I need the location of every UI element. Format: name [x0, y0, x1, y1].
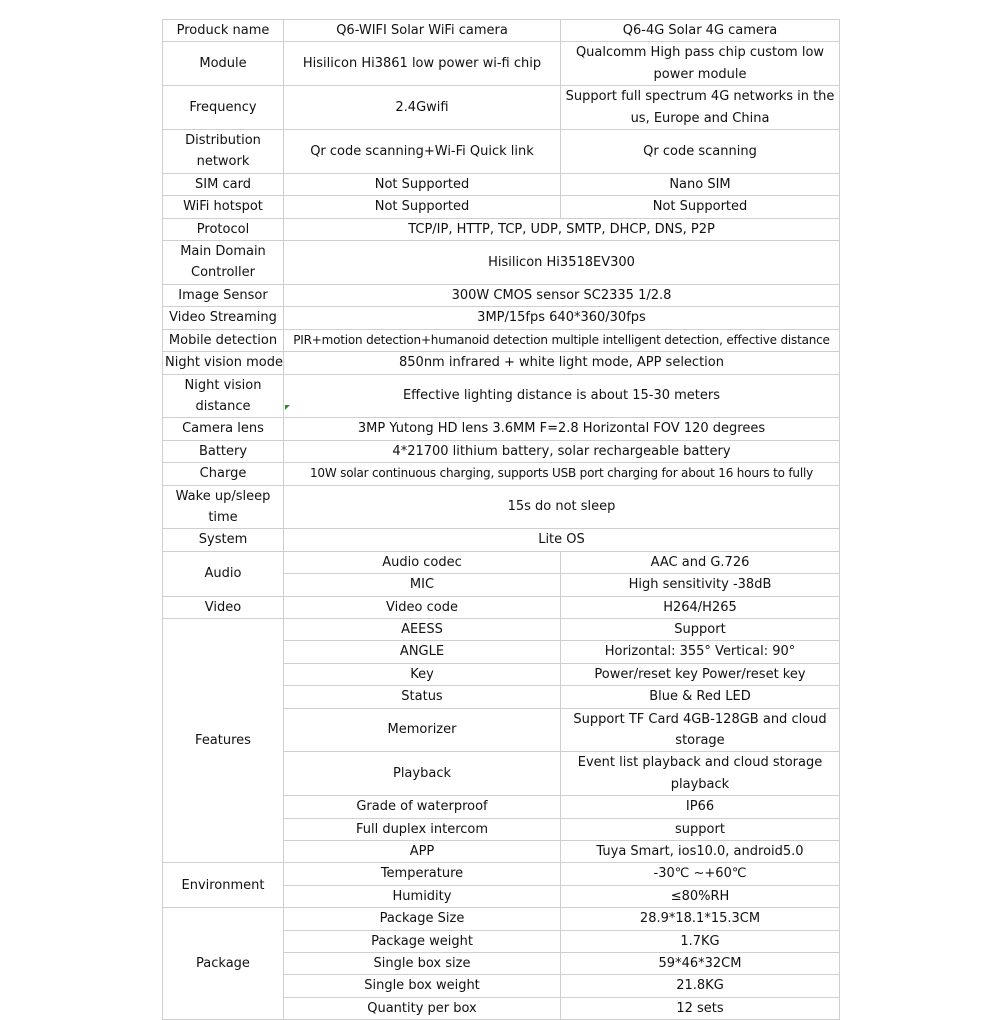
table-row [163, 418, 840, 440]
cell-key: APP [284, 841, 561, 863]
cell-value: 1.7KG [561, 930, 840, 952]
table-row [163, 42, 840, 86]
table-row [163, 20, 840, 42]
cell-key: Single box weight [284, 975, 561, 997]
table-row [163, 529, 840, 551]
cell-value: 300W CMOS sensor SC2335 1/2.8 [284, 284, 840, 306]
group-label: Audio [163, 551, 284, 596]
cell-key: Playback [284, 752, 561, 796]
row-label: Main Domain Controller [163, 241, 284, 285]
cell-value: TCP/IP, HTTP, TCP, UDP, SMTP, DHCP, DNS, P2P [284, 218, 840, 240]
cell-key: Memorizer [284, 708, 561, 752]
cell-value: Lite OS [284, 529, 840, 551]
cell-value: support [561, 818, 840, 840]
table-row [163, 596, 840, 618]
cell-key: Package Size [284, 908, 561, 930]
group-label: Video [163, 596, 284, 618]
cell-key: Package weight [284, 930, 561, 952]
cell-value: Effective lighting distance is about 15-30 meters [284, 374, 840, 418]
cell-value: IP66 [561, 796, 840, 818]
row-label: Wake up/sleep time [163, 485, 284, 529]
table-row [163, 485, 840, 529]
cell-value: 12 sets [561, 997, 840, 1019]
cell-value: Qualcomm High pass chip custom low power module [561, 42, 840, 86]
group-label: Environment [163, 863, 284, 908]
row-label: Produck name [163, 20, 284, 42]
table-row [163, 618, 840, 640]
cell-value: Horizontal: 355° Vertical: 90° [561, 641, 840, 663]
row-label: Video Streaming [163, 307, 284, 329]
table-row [163, 908, 840, 930]
cell-value: Qr code scanning+Wi-Fi Quick link [284, 130, 561, 174]
spec-table [162, 19, 840, 1020]
cell-value: Not Supported [284, 196, 561, 218]
row-label: Module [163, 42, 284, 86]
cell-value: -30℃ ~+60℃ [561, 863, 840, 885]
cell-value: Not Supported [561, 196, 840, 218]
cell-value: 850nm infrared + white light mode, APP selection [284, 352, 840, 374]
table-row [163, 352, 840, 374]
table-row [163, 307, 840, 329]
cell-value: 3MP Yutong HD lens 3.6MM F=2.8 Horizontal FOV 120 degrees [284, 418, 840, 440]
cell-key: AEESS [284, 618, 561, 640]
cell-value: PIR+motion detection+humanoid detection multiple intelligent detection, effective distance [284, 329, 840, 351]
table-row [163, 463, 840, 485]
row-label: Frequency [163, 86, 284, 130]
table-row [163, 86, 840, 130]
cell-value: ≤80%RH [561, 885, 840, 907]
cell-key: Full duplex intercom [284, 818, 561, 840]
cell-value: H264/H265 [561, 596, 840, 618]
table-row [163, 218, 840, 240]
cell-value: AAC and G.726 [561, 551, 840, 573]
cell-value: 15s do not sleep [284, 485, 840, 529]
table-row [163, 863, 840, 885]
cell-value: Qr code scanning [561, 130, 840, 174]
table-row [163, 440, 840, 462]
cell-comment-marker [285, 405, 290, 410]
cell-value: 28.9*18.1*15.3CM [561, 908, 840, 930]
row-label: Night vision distance [163, 374, 284, 418]
table-row [163, 329, 840, 351]
table-row [163, 374, 840, 418]
cell-key: Audio codec [284, 551, 561, 573]
cell-value: Support TF Card 4GB-128GB and cloud storage [561, 708, 840, 752]
cell-key: Video code [284, 596, 561, 618]
table-row [163, 551, 840, 573]
row-label: SIM card [163, 173, 284, 195]
cell-key: MIC [284, 574, 561, 596]
cell-value: 4*21700 lithium battery, solar rechargeable battery [284, 440, 840, 462]
group-label: Features [163, 618, 284, 862]
cell-key: Key [284, 663, 561, 685]
cell-value: 3MP/15fps 640*360/30fps [284, 307, 840, 329]
cell-value: High sensitivity -38dB [561, 574, 840, 596]
cell-key: Temperature [284, 863, 561, 885]
cell-value: Tuya Smart, ios10.0, android5.0 [561, 841, 840, 863]
cell-value: Support full spectrum 4G networks in the us, Europe and China [561, 86, 840, 130]
cell-value: Nano SIM [561, 173, 840, 195]
4g-model-name: Q6-4G Solar 4G camera [561, 20, 840, 42]
cell-value: 2.4Gwifi [284, 86, 561, 130]
row-label: Mobile detection [163, 329, 284, 351]
row-label: WiFi hotspot [163, 196, 284, 218]
cell-value: 10W solar continuous charging, supports USB port charging for about 16 hours to fully [284, 463, 840, 485]
cell-value: Event list playback and cloud storage playback [561, 752, 840, 796]
table-row [163, 173, 840, 195]
row-label: Distribution network [163, 130, 284, 174]
cell-value: Hisilicon Hi3861 low power wi-fi chip [284, 42, 561, 86]
cell-key: Humidity [284, 885, 561, 907]
cell-value: Not Supported [284, 173, 561, 195]
group-label: Package [163, 908, 284, 1020]
row-label: Battery [163, 440, 284, 462]
table-row [163, 284, 840, 306]
cell-value: 21.8KG [561, 975, 840, 997]
cell-key: ANGLE [284, 641, 561, 663]
row-label: Charge [163, 463, 284, 485]
wifi-model-name: Q6-WIFI Solar WiFi camera [284, 20, 561, 42]
row-label: Night vision mode [163, 352, 284, 374]
row-label: Camera lens [163, 418, 284, 440]
cell-value: Power/reset key Power/reset key [561, 663, 840, 685]
cell-key: Single box size [284, 953, 561, 975]
cell-key: Status [284, 686, 561, 708]
row-label: Image Sensor [163, 284, 284, 306]
cell-key: Quantity per box [284, 997, 561, 1019]
cell-value: 59*46*32CM [561, 953, 840, 975]
cell-value: Hisilicon Hi3518EV300 [284, 241, 840, 285]
cell-key: Grade of waterproof [284, 796, 561, 818]
table-row [163, 196, 840, 218]
row-label: Protocol [163, 218, 284, 240]
cell-value: Blue & Red LED [561, 686, 840, 708]
cell-value: Support [561, 618, 840, 640]
table-row [163, 130, 840, 174]
table-row [163, 241, 840, 285]
row-label: System [163, 529, 284, 551]
